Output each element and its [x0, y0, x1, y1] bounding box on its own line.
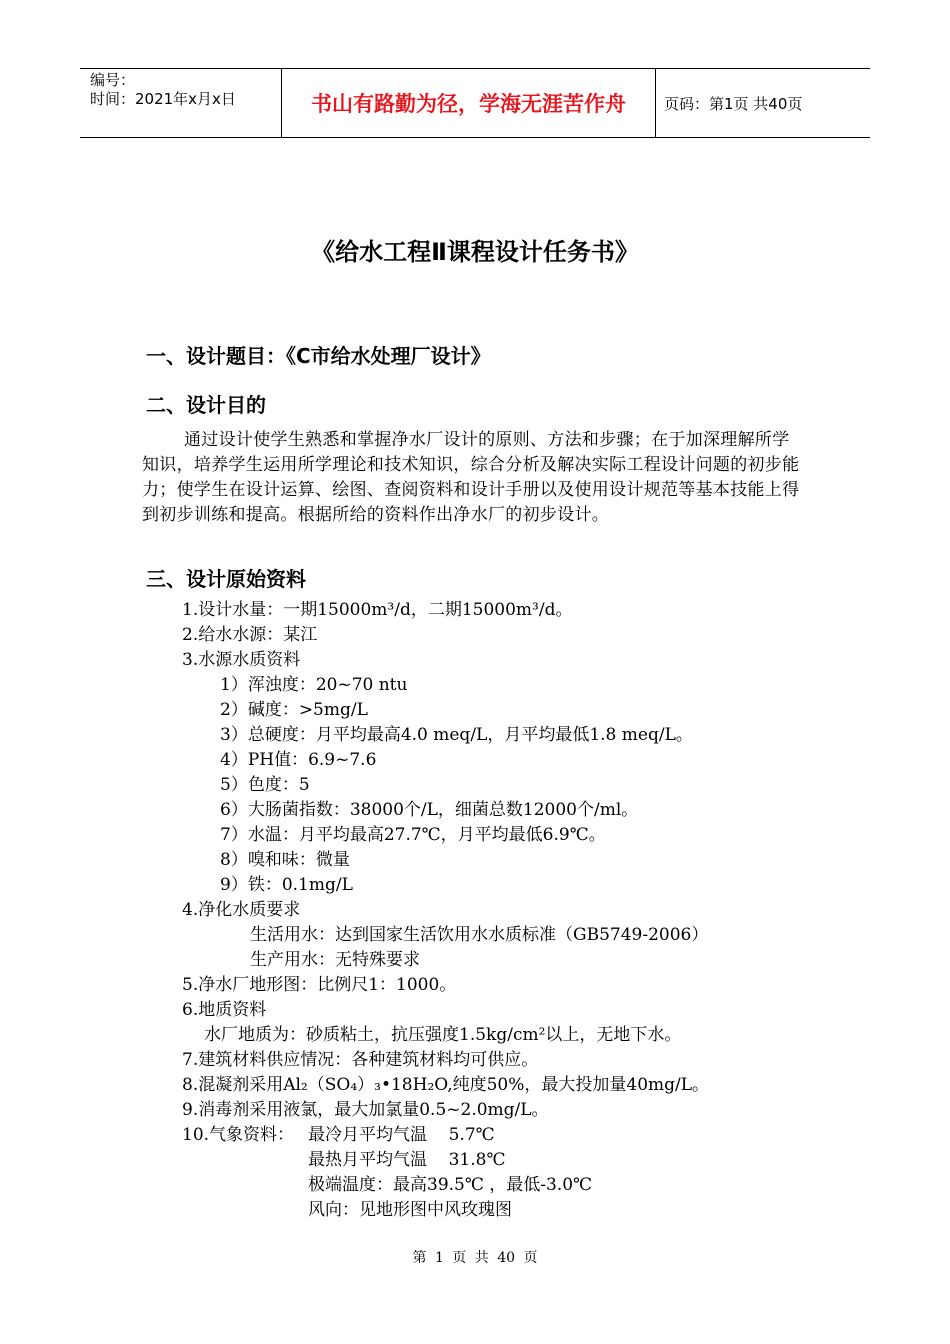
list-item: 2.给水水源：某江	[182, 625, 318, 645]
list-subitem: 1）浑浊度：20~70 ntu	[220, 675, 408, 695]
list-subitem: 9）铁：0.1mg/L	[220, 875, 353, 895]
page-footer: 第 1 页 共 40 页	[412, 1250, 538, 1266]
list-item: 8.混凝剂采用Al₂（SO₄）₃•18H₂O,纯度50%，最大投加量40mg/L。	[182, 1075, 710, 1095]
date-label: 时间：2021年x月x日	[90, 90, 236, 108]
list-item: 4.净化水质要求	[182, 900, 301, 920]
list-subitem: 7）水温：月平均最高27.7℃，月平均最低6.9℃。	[220, 825, 606, 845]
list-item: 1.设计水量：一期15000m³/d，二期15000m³/d。	[182, 600, 573, 620]
section-heading-1: 一、设计题目：《C市给水处理厂设计》	[146, 344, 491, 368]
list-subitem: 最热月平均气温 31.8℃	[308, 1150, 506, 1170]
list-subitem: 风向：见地形图中风玫瑰图	[308, 1200, 512, 1220]
list-subitem: 4）PH值：6.9~7.6	[220, 750, 377, 770]
page-header	[80, 68, 870, 138]
list-item: 7.建筑材料供应情况：各种建筑材料均可供应。	[182, 1050, 539, 1070]
document-title: 《给水工程Ⅱ课程设计任务书》	[311, 238, 639, 266]
list-subitem: 2）碱度：>5mg/L	[220, 700, 368, 720]
list-subitem: 6）大肠菌指数：38000个/L，细菌总数12000个/ml。	[220, 800, 639, 820]
section-heading-2: 二、设计目的	[146, 393, 266, 417]
list-item: 10.气象资料：	[182, 1125, 295, 1145]
list-item: 3.水源水质资料	[182, 650, 301, 670]
list-item: 5.净水厂地形图：比例尺1：1000。	[182, 975, 457, 995]
list-subitem: 生产用水：无特殊要求	[250, 950, 420, 970]
header-left-cell	[80, 69, 282, 137]
design-purpose-paragraph: 通过设计使学生熟悉和掌握净水厂设计的原则、方法和步骤；在于加深理解所学知识，培养学生运用所学理论和技术知识，综合分析及解决实际工程设计问题的初步能力；使学生在设计运算、绘图、查阅资料和设计手册以及使用设计规范等基本技能上得到初步训练和提高。根据所给的资料作出净水厂的初步设计。	[142, 430, 800, 525]
list-subitem: 生活用水：达到国家生活饮用水水质标准（GB5749-2006）	[250, 925, 709, 945]
list-subitem: 最冷月平均气温 5.7℃	[308, 1125, 495, 1145]
list-subitem: 3）总硬度：月平均最高4.0 meq/L，月平均最低1.8 meq/L。	[220, 725, 693, 745]
section-heading-3: 三、设计原始资料	[146, 567, 306, 591]
list-subitem: 5）色度：5	[220, 775, 310, 795]
list-subitem: 极端温度：最高39.5℃ ，最低-3.0℃	[308, 1175, 593, 1195]
list-subitem: 水厂地质为：砂质粘土，抗压强度1.5kg/cm²以上，无地下水。	[204, 1025, 682, 1045]
serial-label: 编号：	[90, 71, 136, 89]
list-item: 9.消毒剂采用液氯，最大加氯量0.5~2.0mg/L。	[182, 1100, 549, 1120]
list-subitem: 8）嗅和味：微量	[220, 850, 350, 870]
list-item: 6.地质资料	[182, 1000, 267, 1020]
header-motto: 书山有路勤为径，学海无涯苦作舟	[282, 69, 656, 137]
header-page-info: 页码：第1页 共40页	[664, 94, 803, 113]
